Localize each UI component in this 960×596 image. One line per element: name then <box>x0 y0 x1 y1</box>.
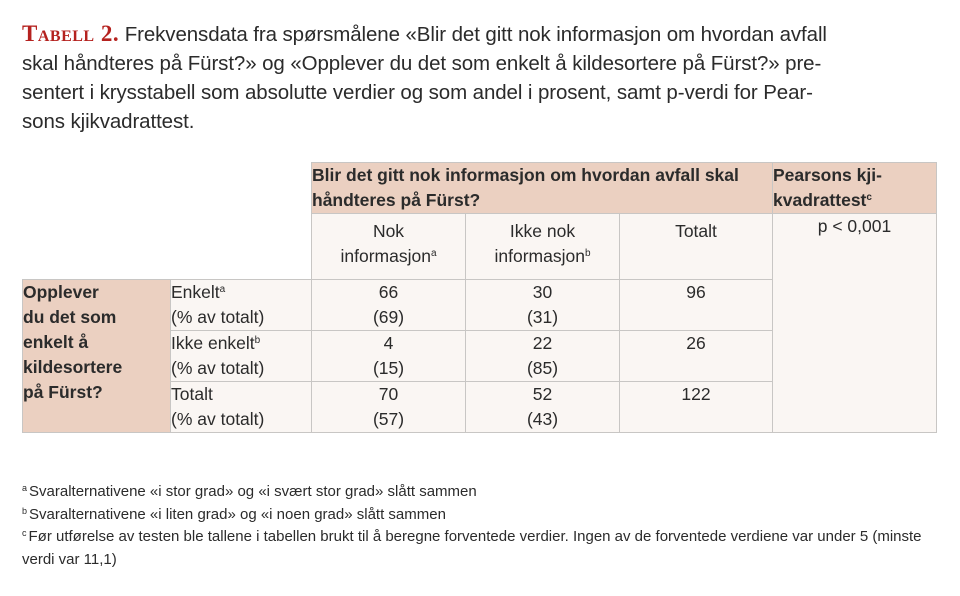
row-question-line: du det som <box>23 307 117 327</box>
caption-line: sons kjikvadrattest. <box>22 110 195 133</box>
row-question-line: enkelt å <box>23 332 89 352</box>
cell <box>312 331 466 382</box>
caption-label: Tabell 2. <box>22 21 120 46</box>
cell-percent: (15) <box>372 358 405 378</box>
cell-percent: (85) <box>526 358 559 378</box>
column-header-line: Nok <box>372 221 405 241</box>
footnote-mark: a <box>430 248 437 259</box>
column-header-line: informasjon <box>494 246 585 266</box>
footnotes <box>22 481 942 571</box>
cell-value: 52 <box>532 384 553 404</box>
cell-value: 26 <box>686 333 706 353</box>
caption-line: skal håndteres på Fürst?» og «Opplever du det som enkelt å kildesortere på Fürst?» pre- <box>22 52 822 75</box>
cell-value: 30 <box>532 282 553 302</box>
table-caption <box>22 19 942 136</box>
row-question-line: kildesortere <box>23 357 123 377</box>
cell-value: 122 <box>681 384 711 404</box>
footnote <box>22 481 942 504</box>
row-label: Enkelt <box>171 282 220 302</box>
row-label: Ikke enkelt <box>171 333 255 353</box>
cell-percent: (43) <box>526 409 559 429</box>
test-header-line: Pearsons kji- <box>773 165 882 185</box>
row-question-header <box>23 280 171 433</box>
cell <box>466 331 620 382</box>
p-value: p < 0,001 <box>817 216 892 236</box>
cell-value: 22 <box>532 333 553 353</box>
cell-value: 66 <box>378 282 399 302</box>
row-sublabel: (% av totalt) <box>171 307 265 327</box>
row-label: Totalt <box>171 384 213 404</box>
column-question-header: Blir det gitt nok informasjon om hvordan avfall skal håndteres på Fürst? <box>312 163 773 214</box>
caption-line: Frekvensdata fra spørsmålene «Blir det gitt nok informasjon om hvordan avfall <box>124 23 827 46</box>
cell <box>620 331 773 382</box>
row-question-line: på Fürst? <box>23 382 103 402</box>
row-label-ikke-enkelt <box>171 331 312 382</box>
header-row-1 <box>23 163 937 214</box>
footnote-mark: b <box>584 248 591 259</box>
cell-value: 70 <box>378 384 399 404</box>
footnote-text: Svaralternativene «i stor grad» og «i svært stor grad» slått sammen <box>29 483 477 500</box>
cell-percent: (69) <box>372 307 405 327</box>
row-sublabel: (% av totalt) <box>171 409 265 429</box>
crosstab-table <box>22 162 937 433</box>
caption-line: sentert i krysstabell som absolutte verdier og som andel i prosent, samt p-verdi for Pear- <box>22 81 813 104</box>
p-value-cell <box>773 214 937 433</box>
footnote-mark: c <box>866 192 872 203</box>
row-label-totalt <box>171 382 312 433</box>
footnote-text: Svaralternativene «i liten grad» og «i noen grad» slått sammen <box>29 505 446 523</box>
cell-percent: (57) <box>372 409 405 429</box>
cell <box>312 382 466 433</box>
footnote-mark: b <box>254 335 261 346</box>
cell-value: 96 <box>686 282 706 302</box>
footnote-mark: a <box>219 284 226 295</box>
footnote <box>22 526 942 571</box>
cell <box>466 280 620 331</box>
row-question-line: Opplever <box>23 282 99 302</box>
test-header-line: kvadrattest <box>773 190 867 210</box>
cell <box>620 280 773 331</box>
footnote-mark: a <box>22 483 28 493</box>
column-header-totalt <box>620 214 773 280</box>
blank-corner <box>23 163 312 214</box>
footnote-mark: b <box>22 505 28 516</box>
footnote <box>22 504 942 527</box>
blank-corner <box>23 214 312 280</box>
cell-percent: (31) <box>526 307 559 327</box>
row-label-enkelt <box>171 280 312 331</box>
test-header <box>773 163 937 214</box>
column-header-line: informasjon <box>340 246 431 266</box>
footnote-mark: c <box>22 528 27 538</box>
cell <box>620 382 773 433</box>
cell-value: 4 <box>383 333 394 353</box>
cell <box>312 280 466 331</box>
cell <box>466 382 620 433</box>
column-header-ikke-nok <box>466 214 620 280</box>
row-sublabel: (% av totalt) <box>171 358 265 378</box>
footnote-text: Før utførelse av testen ble tallene i tabellen brukt til å beregne forventede verdier. Ingen av de forventede verdiene var under 5 (minste verdi var 11,1) <box>22 528 922 568</box>
column-header-nok <box>312 214 466 280</box>
header-row-2 <box>23 214 937 280</box>
column-header-line: Totalt <box>675 221 717 241</box>
column-header-line: Ikke nok <box>509 221 576 241</box>
